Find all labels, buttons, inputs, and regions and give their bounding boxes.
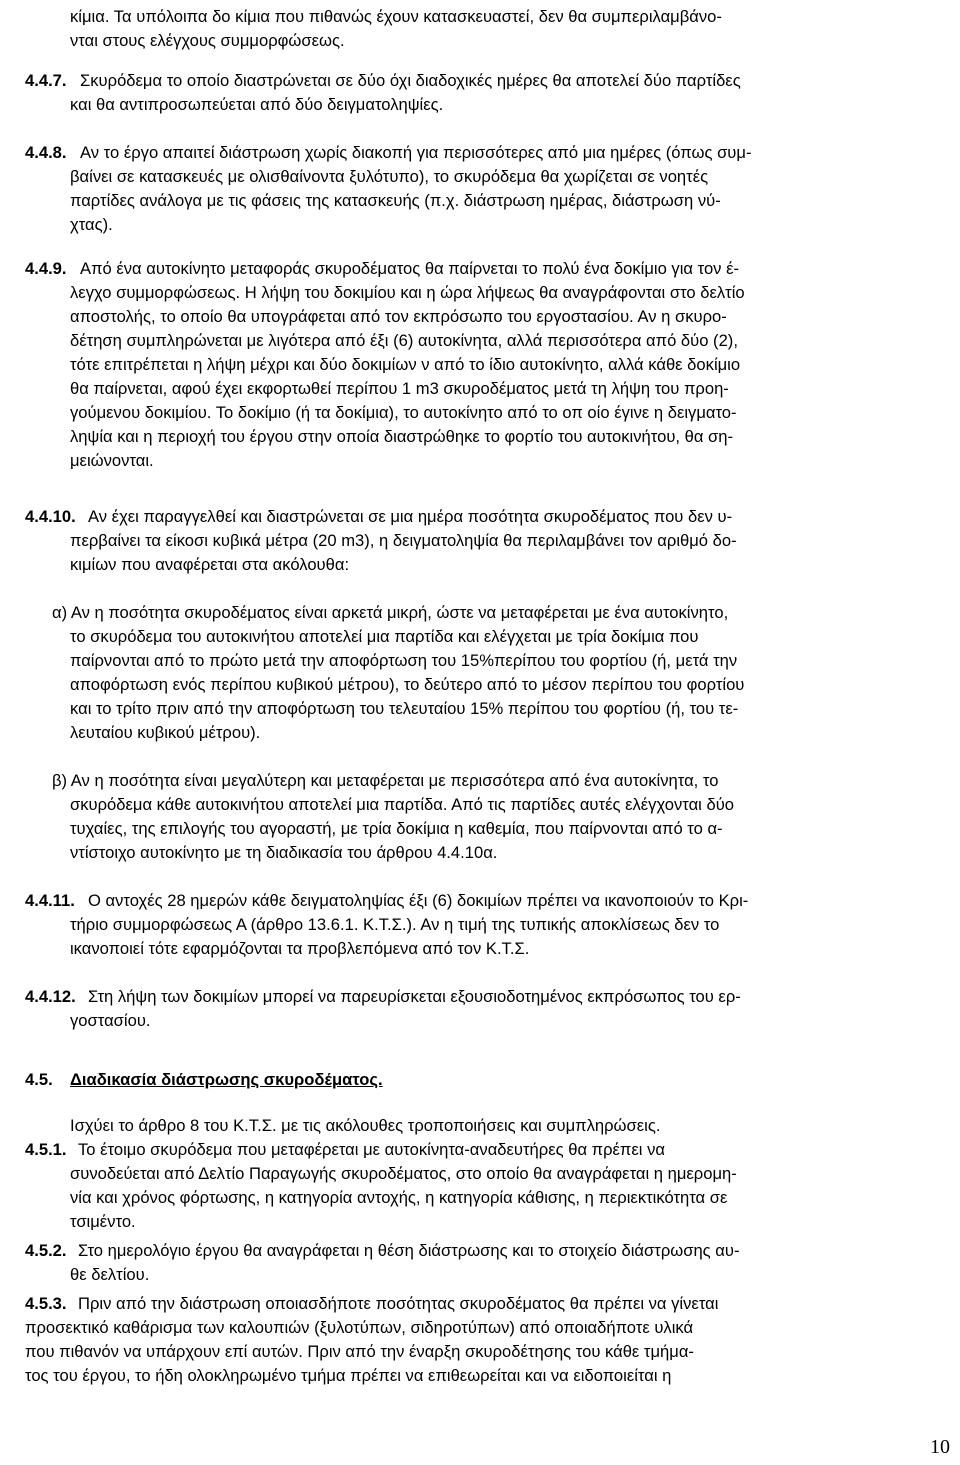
text-line: Σκυρόδεμα το οποίο διαστρώνεται σε δύο όχι διαδοχικές ημέρες θα αποτελεί δύο παρτίδες xyxy=(80,71,741,90)
section-number: 4.4.10. xyxy=(25,507,76,526)
text-line: συνοδεύεται από Δελτίο Παραγωγής σκυροδέματος, στο οποίο θα αναγράφεται η ημερομη- xyxy=(70,1164,737,1183)
text-line: κιμίων που αναφέρεται στα ακόλουθα: xyxy=(70,555,350,574)
text-line: θα παίρνεται, αφού έχει εκφορτωθεί περίπου 1 m3 σκυροδέματος μετά τη λήψη του προη- xyxy=(70,379,729,398)
text-line: που πιθανόν να υπάρχουν επί αυτών. Πριν από την έναρξη σκυροδέτησης του κάθε τμήμα- xyxy=(25,1342,694,1361)
text-line: βαίνει σε κατασκευές με ολισθαίνοντα ξυλότυπο), το σκυρόδεμα θα χωρίζεται σε νοητές xyxy=(70,167,709,186)
text-line: νται στους ελέγχους συμμορφώσεως. xyxy=(70,31,345,50)
text-line: λευταίου κυβικού μέτρου). xyxy=(70,723,261,742)
text-line: λεγχο συμμορφώσεως. Η λήψη του δοκιμίου και η ώρα λήψεως θα αναγράφονται στο δελτίο xyxy=(70,283,745,302)
text-line: Ο αντοχές 28 ημερών κάθε δειγματοληψίας έξι (6) δοκιμίων πρέπει να ικανοποιούν το Κρι- xyxy=(88,891,749,910)
text-line: σκυρόδεμα κάθε αυτοκινήτου αποτελεί μια παρτίδα. Από τις παρτίδες αυτές ελέγχονται δύο xyxy=(70,795,734,814)
text-line: αποστολής, το οποίο θα υπογράφεται από τον εκπρόσωπο του εργοστασίου. Αν η σκυρο- xyxy=(70,307,727,326)
section-number: 4.5.3. xyxy=(25,1294,67,1313)
text-line: γούμενου δοκιμίου. Το δοκίμιο (ή τα δοκίμια), το αυτοκίνητο από το οπ οίο έγινε η δειγματο- xyxy=(70,403,737,422)
text-line: ντίστοιχο αυτοκίνητο με τη διαδικασία του άρθρου 4.4.10α. xyxy=(70,843,498,862)
page-number: 10 xyxy=(930,1436,950,1458)
text-line: ληψία και η περιοχή του έργου στην οποία διαστρώθηκε το φορτίο του αυτοκινήτου, θα ση- xyxy=(70,427,734,446)
text-line: Αν το έργο απαιτεί διάστρωση χωρίς διακοπή για περισσότερες από μια ημέρες (όπως συμ- xyxy=(80,143,752,162)
list-item-a: α) Αν η ποσότητα σκυροδέματος είναι αρκετά μικρή, ώστε να μεταφέρεται με ένα αυτοκίνητο, xyxy=(52,603,729,622)
text-line: αποφόρτωση ενός περίπου κυβικού μέτρου), το δεύτερο από το μέσον περίπου του φορτίου xyxy=(70,675,745,694)
text-line: Ισχύει το άρθρο 8 του Κ.Τ.Σ. με τις ακόλουθες τροποποιήσεις και συμπληρώσεις. xyxy=(70,1116,661,1135)
list-item-b: β) Αν η ποσότητα είναι μεγαλύτερη και μεταφέρεται με περισσότερα από ένα αυτοκίνητα, το xyxy=(52,771,719,790)
section-number: 4.4.12. xyxy=(25,987,76,1006)
text-line: τος του έργου, το ήδη ολοκληρωμένο τμήμα πρέπει να επιθεωρείται και να ειδοποιείται η xyxy=(25,1366,672,1385)
text-line: και θα αντιπροσωπεύεται από δύο δειγματοληψίες. xyxy=(70,95,444,114)
section-number: 4.4.11. xyxy=(25,891,75,910)
text-line: Στη λήψη των δοκιμίων μπορεί να παρευρίσκεται εξουσιοδοτημένος εκπρόσωπος του ερ- xyxy=(88,987,741,1006)
text-line: δέτηση συμπληρώνεται με λιγότερα από έξι (6) αυτοκίνητα, αλλά περισσότερα από δύο (2), xyxy=(70,331,738,350)
text-line: παρτίδες ανάλογα με τις φάσεις της κατασκευής (π.χ. διάστρωση ημέρας, διάστρωση νύ- xyxy=(70,191,721,210)
text-line: τυχαίες, της επιλογής του αγοραστή, με τρία δοκίμια η καθεμία, που παίρνονται από το α- xyxy=(70,819,723,838)
text-line: Πριν από την διάστρωση οποιασδήποτε ποσότητας σκυροδέματος θα πρέπει να γίνεται xyxy=(78,1294,719,1313)
text-line: περβαίνει τα είκοσι κυβικά μέτρα (20 m3), η δειγματοληψία θα περιλαμβάνει τον αριθμό δο- xyxy=(70,531,737,550)
text-line: Στο ημερολόγιο έργου θα αναγράφεται η θέση διάστρωσης και το στοιχείο διάστρωσης αυ- xyxy=(78,1241,740,1260)
section-number: 4.4.7. xyxy=(25,71,67,90)
section-number: 4.4.9. xyxy=(25,259,67,278)
text-line: Το έτοιμο σκυρόδεμα που μεταφέρεται με αυτοκίνητα-αναδευτήρες θα πρέπει να xyxy=(78,1140,665,1159)
section-number: 4.5.2. xyxy=(25,1241,67,1260)
text-line: παίρνονται από το πρώτο μετά την αποφόρτωση του 15%περίπου του φορτίου (ή, μετά την xyxy=(70,651,738,670)
text-line: τσιμέντο. xyxy=(70,1212,136,1231)
text-line: τήριο συμμορφώσεως Α (άρθρο 13.6.1. Κ.Τ.Σ.). Αν η τιμή της τυπικής αποκλίσεως δεν το xyxy=(70,915,720,934)
text-line: ικανοποιεί τότε εφαρμόζονται τα προβλεπόμενα από τον Κ.Τ.Σ. xyxy=(70,939,530,958)
text-line: τότε επιτρέπεται η λήψη μέχρι και δύο δοκιμίων ν από το ίδιο αυτοκίνητο, αλλά κάθε δοκίμιο xyxy=(70,355,741,374)
section-number: 4.5.1. xyxy=(25,1140,67,1159)
text-line: θε δελτίου. xyxy=(70,1265,150,1284)
section-number: 4.4.8. xyxy=(25,143,67,162)
text-line: Αν έχει παραγγελθεί και διαστρώνεται σε μια ημέρα ποσότητα σκυροδέματος που δεν υ- xyxy=(88,507,733,526)
text-line: μειώνονται. xyxy=(70,451,154,470)
text-line: νία και χρόνος φόρτωσης, η κατηγορία αντοχής, η κατηγορία κάθισης, η περιεκτικότητα σε xyxy=(70,1188,728,1207)
text-line: Από ένα αυτοκίνητο μεταφοράς σκυροδέματος θα παίρνεται το πολύ ένα δοκίμιο για τον έ- xyxy=(80,259,740,278)
text-line: γοστασίου. xyxy=(70,1011,151,1030)
text-line: το σκυρόδεμα του αυτοκινήτου αποτελεί μια παρτίδα και ελέγχεται με τρία δοκίμια που xyxy=(70,627,699,646)
text-line: χτας). xyxy=(70,215,113,234)
text-line: και το τρίτο πριν από την αποφόρτωση του τελευταίου 15% περίπου του φορτίου (ή, του τε- xyxy=(70,699,739,718)
section-heading: Διαδικασία διάστρωσης σκυροδέματος. xyxy=(70,1070,383,1089)
section-number: 4.5. xyxy=(25,1070,53,1089)
text-line: κίμια. Τα υπόλοιπα δο κίμια που πιθανώς έχουν κατασκευαστεί, δεν θα συμπεριλαμβάνο- xyxy=(70,7,722,26)
text-line: προσεκτικό καθάρισμα των καλουπιών (ξυλοτύπων, σιδηροτύπων) από οποιαδήποτε υλικά xyxy=(25,1318,694,1337)
